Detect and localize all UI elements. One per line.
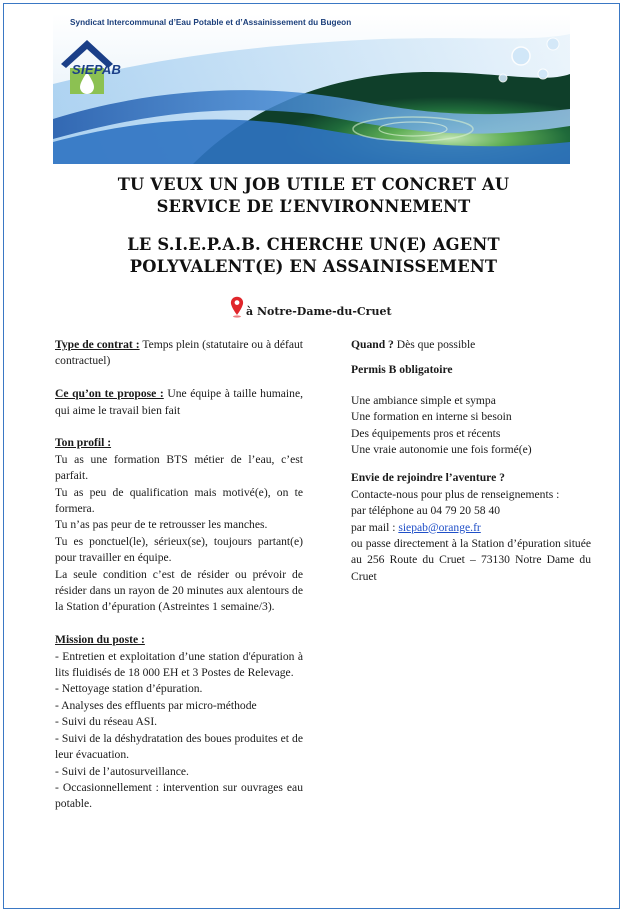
driving-license: Permis B obligatoire (351, 363, 453, 377)
headline-primary (40, 174, 587, 218)
mission-line: - Suivi du réseau ASI. (55, 715, 158, 729)
contact-visit: ou passe directement à la Station d’épuration située au 256 Route du Cruet – 73130 Notre Dame du Cruet (351, 537, 591, 583)
job-location (230, 296, 392, 318)
mission-label: Mission du poste : (55, 633, 145, 647)
perk-item: Une formation en interne si besoin (351, 410, 512, 424)
right-column (351, 337, 591, 585)
when-label: Quand ? (351, 338, 394, 351)
mission-line: - Entretien et exploitation d’une station d'épuration à lits fluidisés de 18 000 EH et 3 Postes de Relevage. (55, 649, 303, 680)
perk-item: Des équipements pros et récents (351, 426, 501, 440)
organization-full-name: Syndicat Intercommunal d’Eau Potable et d’Assainissement du Bugeon (70, 18, 352, 27)
contact-phone: par téléphone au 04 79 20 58 40 (351, 504, 501, 518)
contact-mail (351, 520, 591, 536)
profile-line: La seule condition c’est de résider ou prévoir de résider dans un rayon de 20 minutes aux alentours de la Station d’épuration (Astreintes 1 semaine/3). (55, 567, 303, 614)
when-text: Dès que possible (393, 338, 476, 351)
mission-line: - Analyses des effluents par micro-méthode (55, 698, 257, 712)
location-text: à Notre-Dame-du-Cruet (246, 305, 392, 318)
map-pin-icon (230, 296, 244, 318)
contract-type (55, 337, 303, 370)
headline-primary-line-1: TU VEUX UN JOB UTILE ET CONCRET AU (117, 175, 510, 194)
mission-line: - Occasionnellement : intervention sur ouvrages eau potable. (55, 780, 303, 811)
mission-line: - Suivi de l’autosurveillance. (55, 764, 189, 778)
contract-text: Temps plein (statutaire ou à défaut contractuel) (55, 338, 304, 368)
profile-line: Tu n’as pas peur de te retrousser les manches. (55, 518, 268, 532)
profile-label: Ton profil : (55, 436, 112, 450)
offer-label: Ce qu’on te propose : (55, 387, 164, 401)
water-wave-illustration (53, 14, 570, 164)
headline-primary-line-2: SERVICE DE L’ENVIRONNEMENT (156, 197, 471, 216)
header-banner (53, 14, 570, 164)
logo-text: SIEPAB (72, 62, 122, 77)
mail-prefix: par mail : (351, 520, 399, 534)
contact-intro: Contacte-nous pour plus de renseignements : (351, 487, 560, 501)
headline-job-line-1: LE S.I.E.P.A.B. CHERCHE UN(E) AGENT (127, 235, 500, 254)
perk-item: Une vraie autonomie une fois formé(e) (351, 443, 532, 457)
start-date (351, 337, 591, 353)
offer-text: Une équipe à taille humaine, qui aime le travail bien fait (55, 387, 303, 417)
profile-line: Tu as une formation BTS métier de l’eau, c’est parfait. (55, 452, 303, 483)
profile-line: Tu es ponctuel(le), sérieux(se), toujours partant(e) pour travailler en équipe. (55, 534, 303, 565)
perk-item: Une ambiance simple et sympa (351, 393, 496, 407)
mission-line: - Suivi de la déshydratation des boues produites et de leur évacuation. (55, 731, 303, 762)
headline-job-title (40, 234, 587, 278)
left-column (55, 337, 303, 813)
email-link[interactable]: siepab@orange.fr (398, 520, 481, 534)
mission-line: - Nettoyage station d’épuration. (55, 682, 203, 696)
join-label: Envie de rejoindre l’aventure ? (351, 471, 505, 485)
contract-label: Type de contrat : (55, 338, 140, 351)
profile-line: Tu as peu de qualification mais motivé(e), on te formera. (55, 485, 303, 516)
headline-job-line-2: POLYVALENT(E) EN ASSAINISSEMENT (129, 257, 498, 276)
offer (55, 386, 303, 419)
